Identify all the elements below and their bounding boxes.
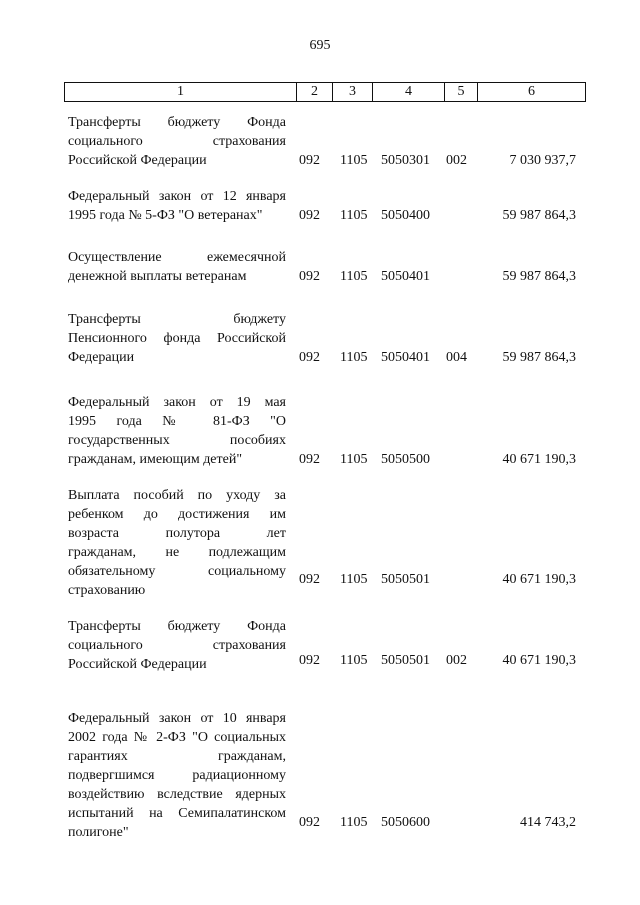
target-code: 5050400: [381, 208, 430, 223]
ministry-code: 092: [299, 572, 320, 587]
amount: 414 743,2: [520, 815, 576, 830]
table-header: [64, 82, 586, 102]
description-line: 2002 года № 2-ФЗ "О социальных: [68, 730, 286, 745]
expense-type-code: 004: [446, 350, 467, 365]
description-line: обязательному социальному: [68, 564, 286, 579]
target-code: 5050500: [381, 452, 430, 467]
row-description: [68, 486, 286, 600]
description-line: социального страхования: [68, 638, 286, 653]
description-line: Трансферты бюджету Фонда: [68, 115, 286, 130]
amount: 59 987 864,3: [502, 350, 576, 365]
amount: 40 671 190,3: [502, 653, 576, 668]
header-col-1: 1: [177, 84, 184, 99]
amount: 59 987 864,3: [502, 269, 576, 284]
row-description: [68, 248, 286, 286]
description-line: Федеральный закон от 19 мая: [68, 395, 286, 410]
description-line: страхованию: [68, 583, 146, 598]
description-line: Пенсионного фонда Российской: [68, 331, 286, 346]
row-description: [68, 113, 286, 170]
description-line: Трансферты бюджету: [68, 312, 286, 327]
section-code: 1105: [340, 208, 368, 223]
ministry-code: 092: [299, 208, 320, 223]
ministry-code: 092: [299, 815, 320, 830]
description-line: полигоне": [68, 825, 129, 840]
description-line: Федерации: [68, 350, 135, 365]
description-line: гражданам, имеющим детей": [68, 452, 243, 467]
header-col-4: 4: [372, 83, 444, 101]
row-description: [68, 709, 286, 842]
description-line: 1995 года № 5-ФЗ "О ветеранах": [68, 208, 263, 223]
description-line: Осуществление ежемесячной: [68, 250, 286, 265]
ministry-code: 092: [299, 452, 320, 467]
section-code: 1105: [340, 153, 368, 168]
header-col-2: 2: [296, 83, 332, 101]
ministry-code: 092: [299, 269, 320, 284]
target-code: 5050401: [381, 269, 430, 284]
description-line: Российской Федерации: [68, 657, 207, 672]
header-col-5: 5: [444, 83, 477, 101]
row-description: [68, 617, 286, 674]
ministry-code: 092: [299, 153, 320, 168]
expense-type-code: 002: [446, 153, 467, 168]
header-col-6: 6: [477, 83, 585, 101]
section-code: 1105: [340, 350, 368, 365]
section-code: 1105: [340, 815, 368, 830]
description-line: гарантиях гражданам,: [68, 749, 286, 764]
description-line: гражданам, не подлежащим: [68, 545, 286, 560]
header-col-3: 3: [332, 83, 372, 101]
amount: 7 030 937,7: [509, 153, 576, 168]
expense-type-code: 002: [446, 653, 467, 668]
description-line: Российской Федерации: [68, 153, 207, 168]
description-line: государственных пособиях: [68, 433, 286, 448]
section-code: 1105: [340, 572, 368, 587]
section-code: 1105: [340, 269, 368, 284]
ministry-code: 092: [299, 653, 320, 668]
amount: 59 987 864,3: [502, 208, 576, 223]
target-code: 5050501: [381, 572, 430, 587]
description-line: Федеральный закон от 12 января: [68, 189, 286, 204]
description-line: воздействию вследствие ядерных: [68, 787, 286, 802]
amount: 40 671 190,3: [502, 452, 576, 467]
target-code: 5050501: [381, 653, 430, 668]
description-line: социального страхования: [68, 134, 286, 149]
ministry-code: 092: [299, 350, 320, 365]
description-line: денежной выплаты ветеранам: [68, 269, 247, 284]
target-code: 5050301: [381, 153, 430, 168]
description-line: ребенком до достижения им: [68, 507, 286, 522]
row-description: [68, 187, 286, 225]
description-line: Трансферты бюджету Фонда: [68, 619, 286, 634]
description-line: подвергшимся радиационному: [68, 768, 286, 783]
section-code: 1105: [340, 653, 368, 668]
description-line: Выплата пособий по уходу за: [68, 488, 286, 503]
page-number: 695: [309, 38, 331, 53]
section-code: 1105: [340, 452, 368, 467]
row-description: [68, 393, 286, 469]
description-line: возраста полутора лет: [68, 526, 286, 541]
target-code: 5050600: [381, 815, 430, 830]
amount: 40 671 190,3: [502, 572, 576, 587]
target-code: 5050401: [381, 350, 430, 365]
description-line: Федеральный закон от 10 января: [68, 711, 286, 726]
row-description: [68, 310, 286, 367]
description-line: 1995 года № 81-ФЗ "О: [68, 414, 286, 429]
description-line: испытаний на Семипалатинском: [68, 806, 286, 821]
